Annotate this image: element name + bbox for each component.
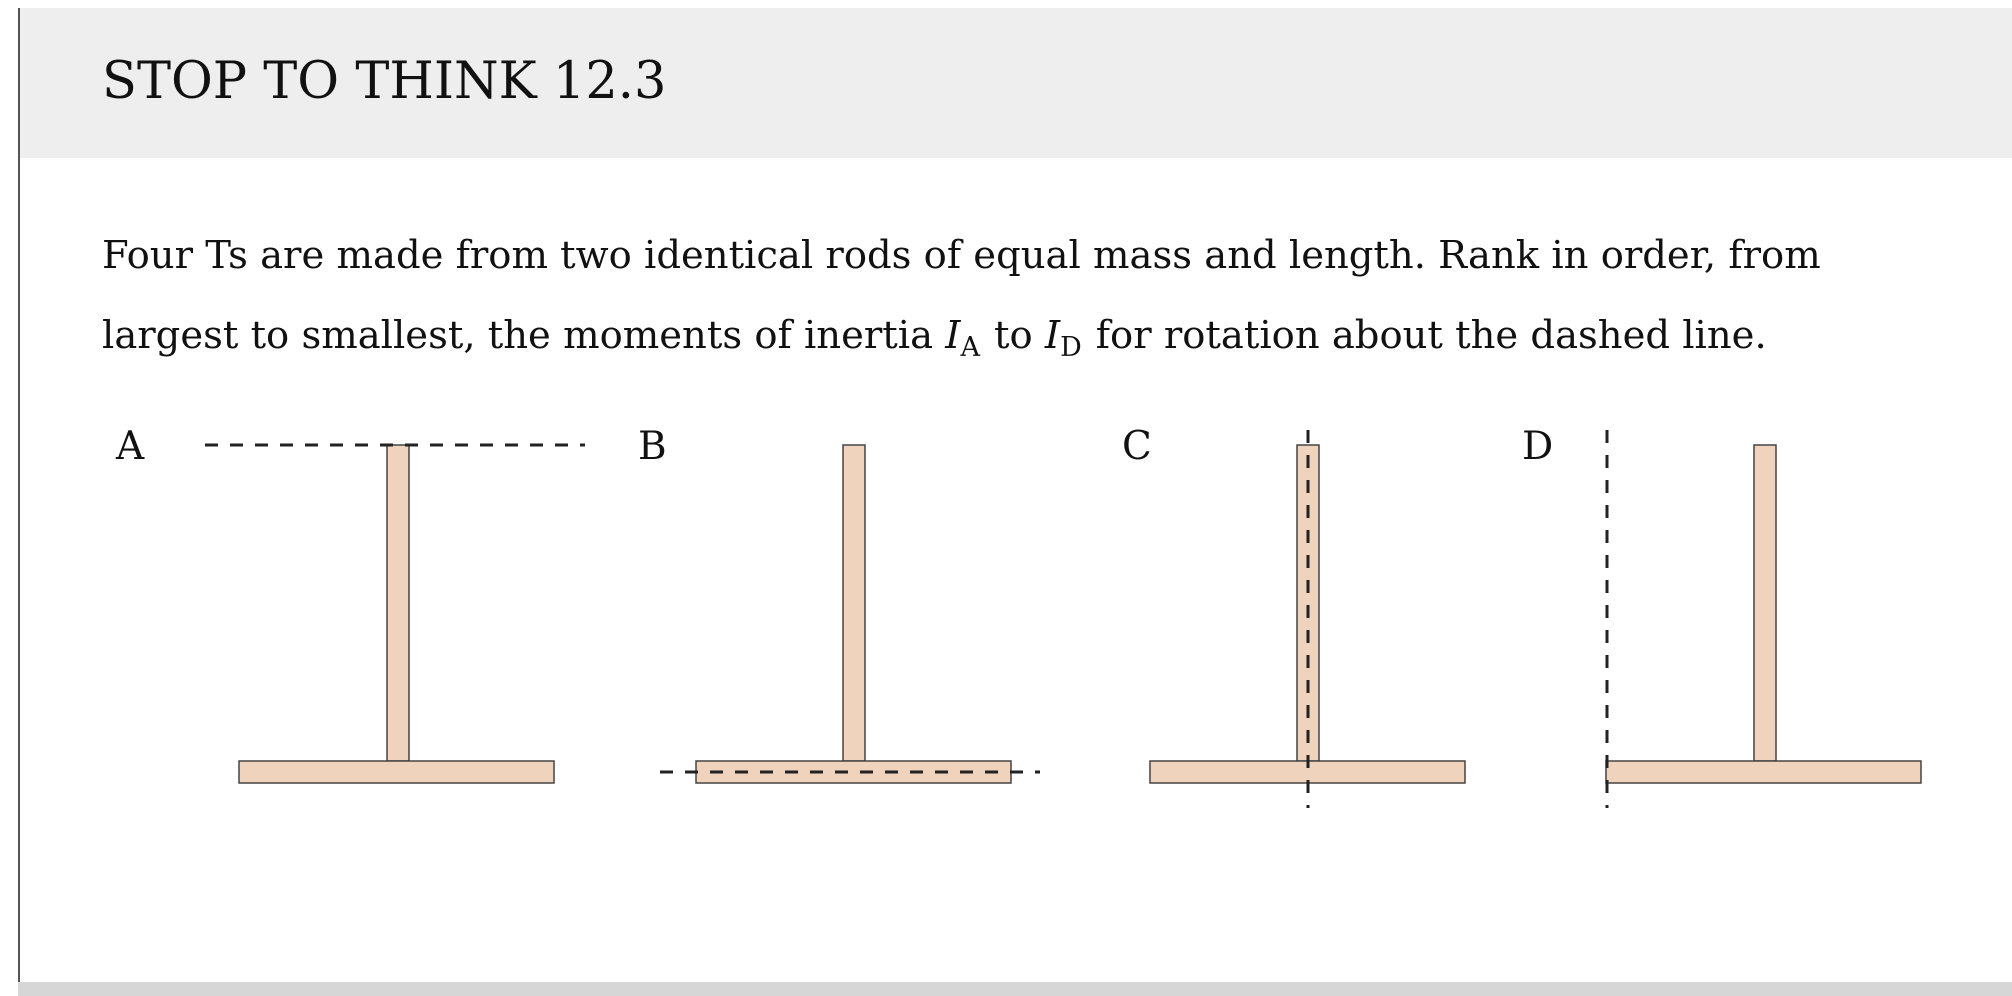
question-text-middle: to [994, 313, 1033, 358]
panel-c [1122, 424, 1465, 808]
panel-d-label: D [1522, 424, 1554, 469]
panel-d [1522, 424, 1921, 808]
t-shapes-figure [20, 8, 2012, 986]
panel-a-stem-rod [387, 445, 409, 761]
panel-c-label: C [1122, 424, 1152, 469]
inertia-symbol-a: $I_A$ [945, 313, 980, 363]
panel-d-stem-rod [1754, 445, 1776, 761]
stop-to-think-card [18, 8, 2012, 986]
panel-a-label: A [116, 424, 145, 469]
panel-b-label: B [638, 424, 667, 469]
panel-a [115, 424, 585, 783]
inertia-symbol-d: $I_D$ [1044, 313, 1082, 363]
card-bottom-edge [18, 982, 2012, 996]
panel-b-stem-rod [843, 445, 865, 761]
panel-d-crossbar-rod [1606, 761, 1921, 783]
inertia-subscript-a: A [960, 332, 980, 363]
panel-b [638, 424, 1040, 783]
card-title: STOP TO THINK 12.3 [102, 52, 667, 111]
question-text-after: for rotation about the dashed line. [1095, 313, 1767, 358]
inertia-subscript-d: D [1060, 332, 1082, 363]
question-text-before: Four Ts are made from two identical rods of equal mass and length. Rank in order, from largest to smallest, the moments of inertia [102, 233, 1821, 358]
panel-a-crossbar-rod [239, 761, 554, 783]
